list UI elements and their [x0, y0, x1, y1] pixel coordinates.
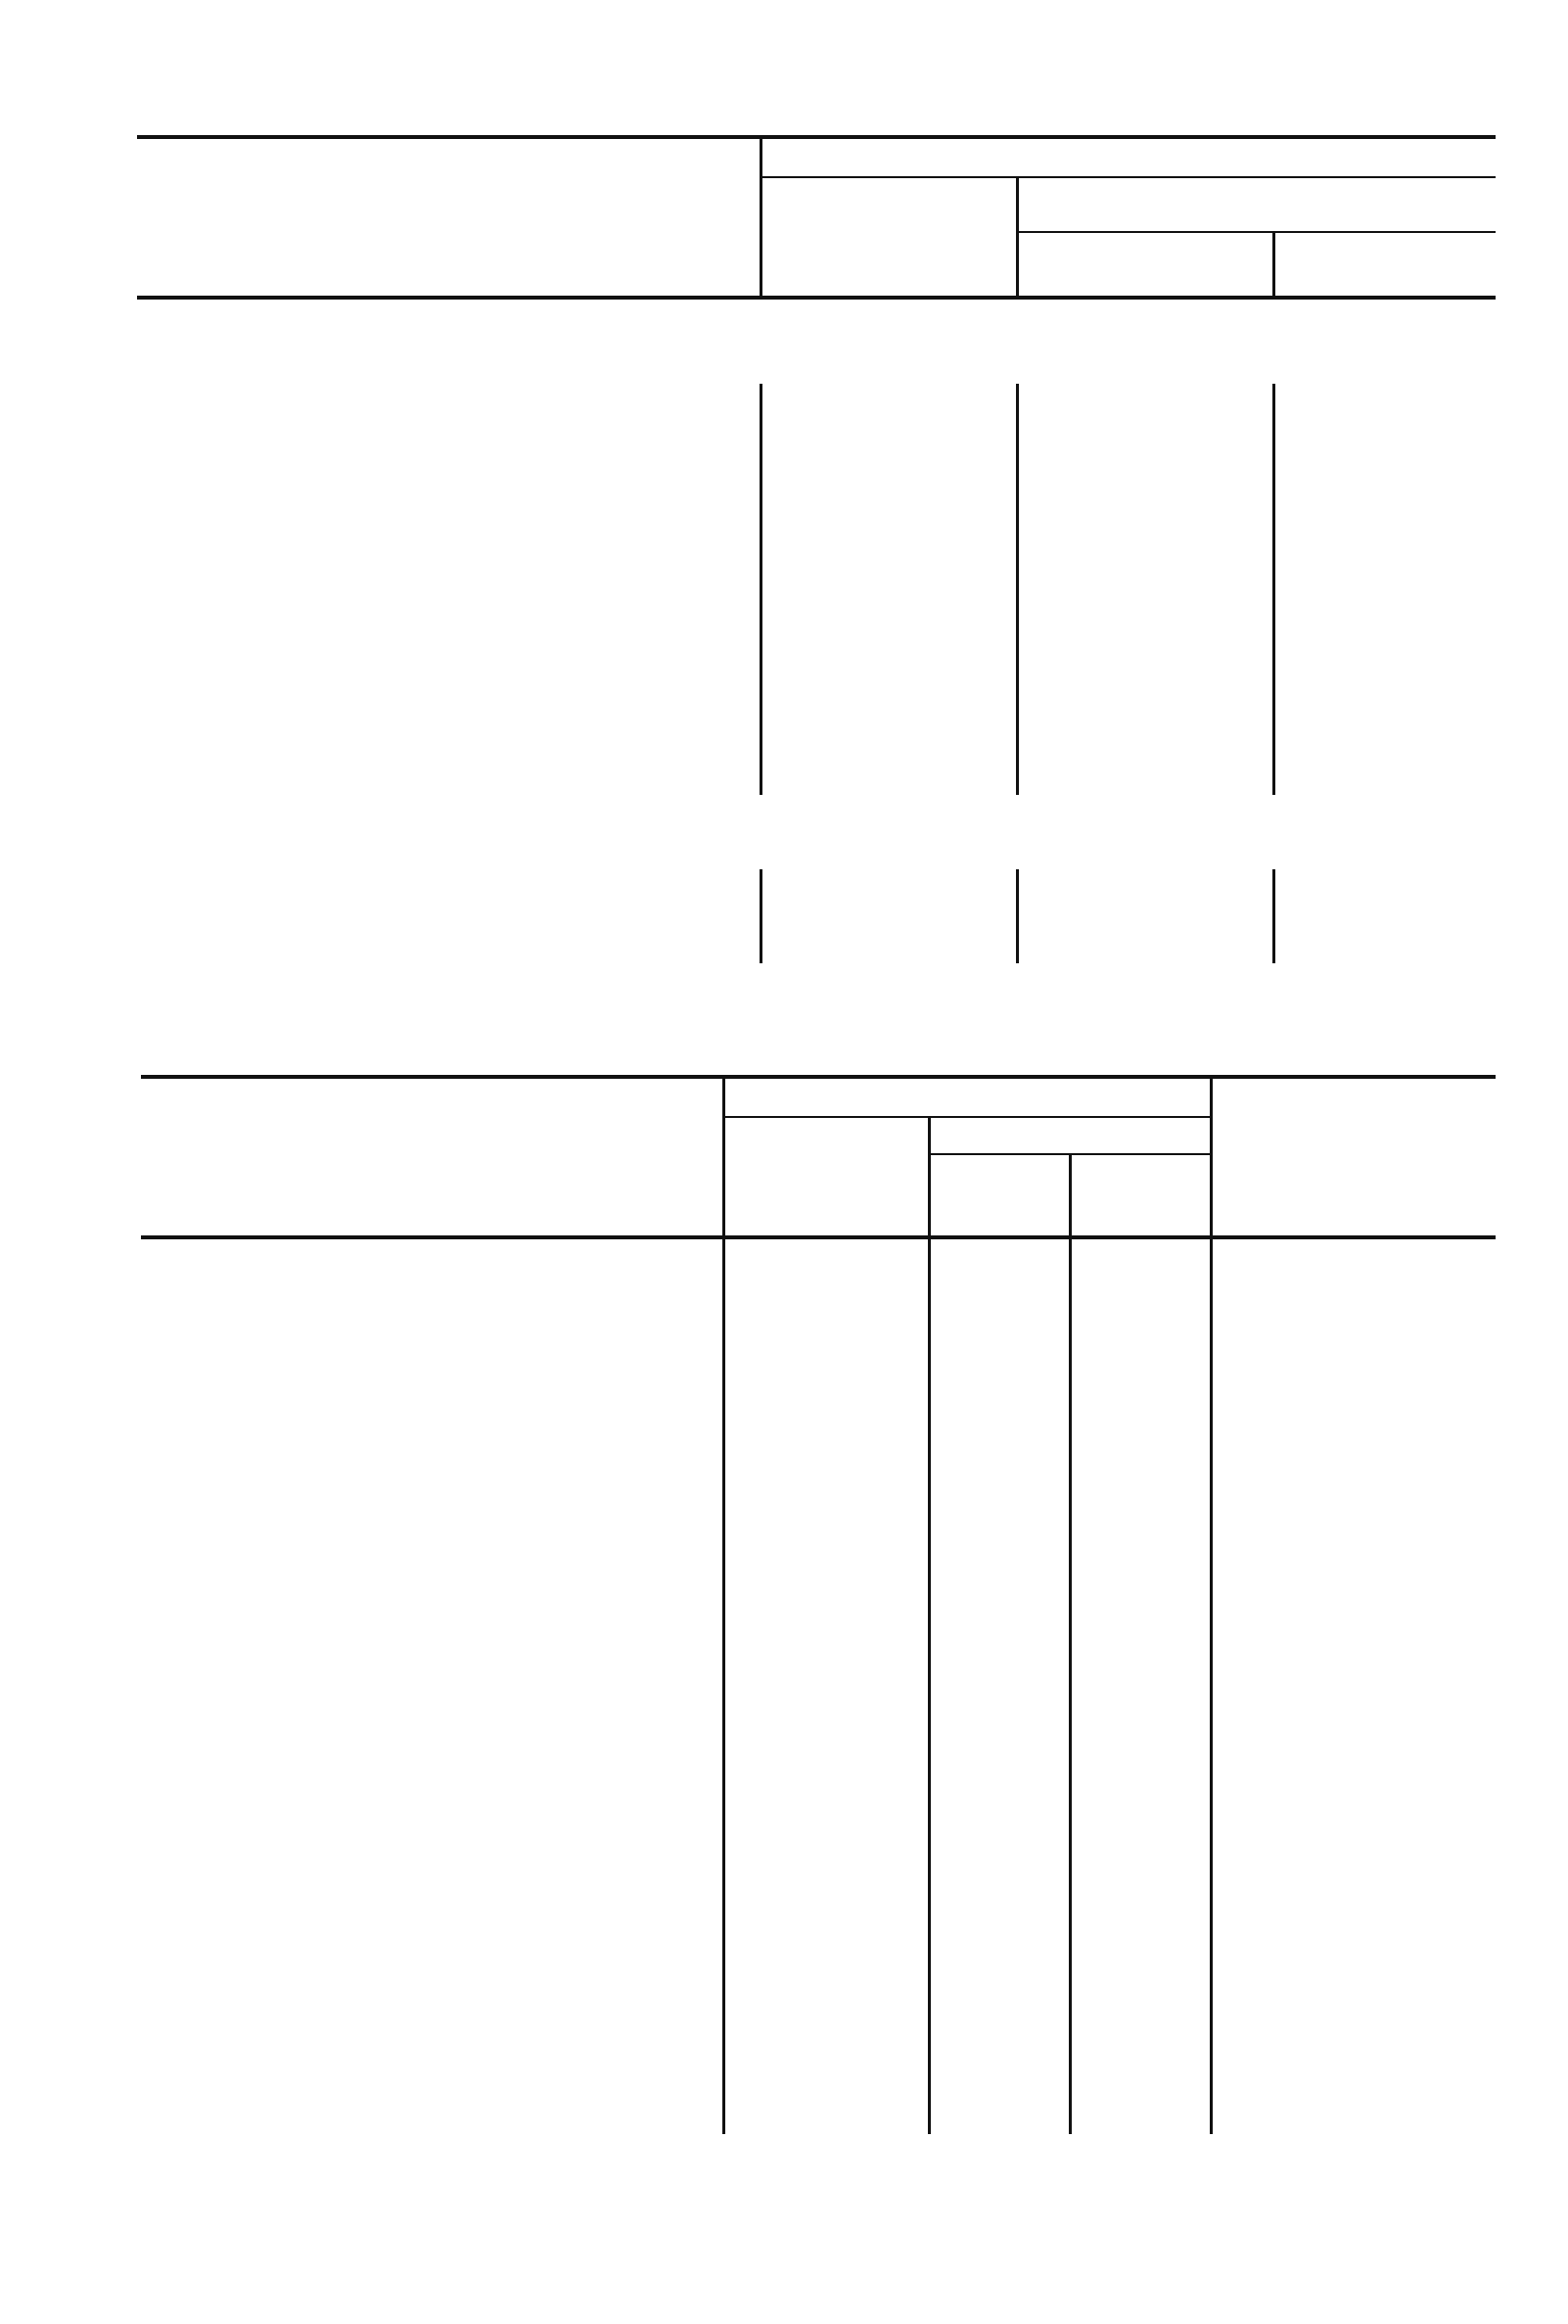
- table1-divider: [1272, 384, 1275, 795]
- header-international: [1020, 233, 1272, 296]
- header2-symbol: [932, 1118, 1210, 1153]
- table1-divider: [760, 869, 762, 963]
- table2-divider: [928, 1118, 931, 2134]
- header2-expression: [1214, 1079, 1496, 1235]
- header-name: [763, 178, 1016, 298]
- header2-unit: [726, 1079, 1210, 1116]
- header2-international: [932, 1155, 1069, 1235]
- table1-header-divider: [760, 137, 762, 298]
- header2-russian: [1073, 1155, 1210, 1235]
- header-russian: [1276, 233, 1496, 296]
- table2-divider: [1069, 1155, 1072, 2134]
- table1-divider: [1272, 869, 1275, 963]
- table2-divider: [722, 1077, 725, 2134]
- table1-divider: [1016, 869, 1019, 963]
- header-quantity: [137, 137, 760, 298]
- table2-header-bottom-rule: [141, 1235, 1496, 1239]
- header-symbol: [1020, 178, 1496, 231]
- table1-divider: [760, 384, 762, 795]
- header2-quantity: [141, 1079, 722, 1235]
- table1-header-divider: [1016, 178, 1019, 298]
- table2-divider: [1210, 1077, 1213, 2134]
- header2-name: [726, 1118, 928, 1235]
- header-unit: [763, 137, 1496, 176]
- table1-header-divider: [1272, 233, 1275, 298]
- table1-divider: [1016, 384, 1019, 795]
